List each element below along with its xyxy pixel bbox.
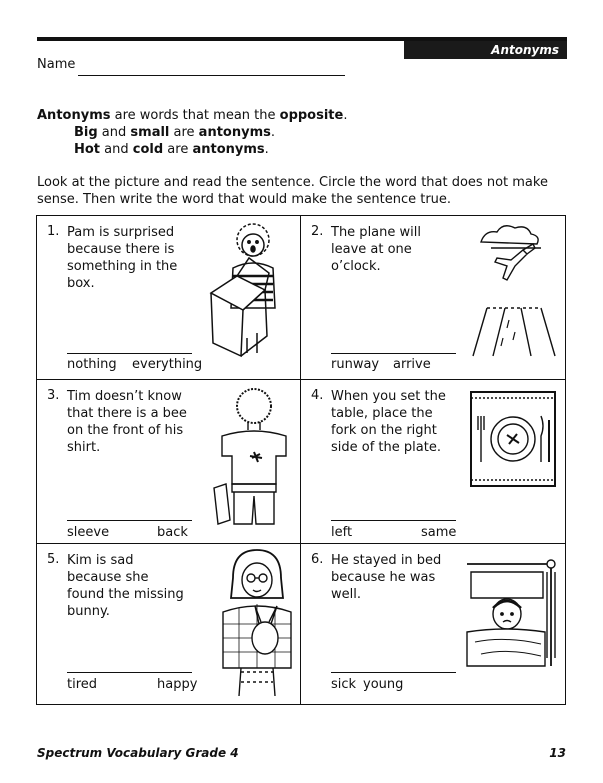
choice-word[interactable]: young — [363, 677, 404, 692]
answer-line[interactable] — [331, 353, 456, 354]
def-text: are words that mean the — [110, 108, 280, 123]
def-text: . — [264, 142, 269, 157]
plane-and-runway-illustration — [471, 220, 561, 370]
def-text: and — [100, 142, 133, 157]
name-field-line[interactable] — [78, 75, 345, 76]
example-word: Hot — [74, 142, 101, 157]
example-word: Big — [74, 125, 98, 140]
instructions: Look at the picture and read the sentence. Circle the word that does not make sense. Then write the word that would make the sentence true. — [37, 175, 548, 207]
exercise-item-1 — [37, 216, 300, 379]
choice-word[interactable]: back — [157, 525, 188, 540]
item-number: 4. — [311, 388, 324, 403]
topic-label: Antonyms — [404, 41, 567, 59]
exercise-grid — [36, 215, 566, 705]
footer-book-title: Spectrum Vocabulary Grade 4 — [37, 746, 239, 760]
header-bar — [37, 37, 567, 59]
item-number: 5. — [47, 552, 60, 567]
item-sentence: The plane will leave at one o’clock. — [331, 225, 421, 274]
item-sentence: When you set the table, place the fork on the right side of the plate. — [331, 389, 446, 455]
def-text: are — [169, 125, 199, 140]
answer-line[interactable] — [331, 672, 456, 673]
page-number: 13 — [549, 746, 566, 760]
choice-word[interactable]: same — [421, 525, 457, 540]
item-sentence: Tim doesn’t know that there is a bee on the front of his shirt. — [67, 389, 187, 455]
definition-line-3 — [37, 141, 347, 158]
choice-word[interactable]: nothing — [67, 357, 117, 372]
def-text: are — [163, 142, 193, 157]
name-label: Name — [37, 57, 76, 72]
answer-line[interactable] — [331, 520, 456, 521]
answer-line[interactable] — [67, 520, 192, 521]
exercise-item-3 — [37, 380, 300, 543]
term-antonyms: antonyms — [198, 125, 271, 140]
exercise-item-2 — [301, 216, 564, 379]
choice-word[interactable]: happy — [157, 677, 198, 692]
definition-line-1 — [37, 107, 347, 124]
item-sentence: He stayed in bed because he was well. — [331, 553, 442, 602]
example-word: cold — [132, 142, 164, 157]
item-number: 1. — [47, 224, 60, 239]
exercise-item-6 — [301, 544, 564, 707]
def-text: and — [97, 125, 131, 140]
place-setting-illustration — [469, 390, 557, 488]
choice-word[interactable]: tired — [67, 677, 98, 692]
item-sentence: Kim is sad because she found the missing bunny. — [67, 553, 184, 619]
item-number: 2. — [311, 224, 324, 239]
choice-word[interactable]: runway — [331, 357, 380, 372]
example-word: small — [130, 125, 170, 140]
choice-word[interactable]: left — [331, 525, 353, 540]
choice-word[interactable]: arrive — [393, 357, 431, 372]
term-antonyms: antonyms — [192, 142, 265, 157]
def-text: . — [270, 125, 275, 140]
boy-sick-in-bed-illustration — [465, 558, 559, 668]
choice-word[interactable]: everything — [132, 357, 203, 372]
choice-word[interactable]: sick — [331, 677, 357, 692]
girl-with-bunny-illustration — [215, 548, 297, 698]
exercise-item-4 — [301, 380, 564, 543]
exercise-item-5 — [37, 544, 300, 707]
choice-word[interactable]: sleeve — [67, 525, 110, 540]
term-antonyms: Antonyms — [37, 108, 111, 123]
girl-with-box-illustration — [207, 218, 299, 358]
boy-back-with-bee-illustration — [212, 384, 294, 534]
def-text: . — [343, 108, 348, 123]
term-opposite: opposite — [279, 108, 344, 123]
definition-line-2 — [37, 124, 347, 141]
answer-line[interactable] — [67, 353, 192, 354]
item-number: 6. — [311, 552, 324, 567]
item-number: 3. — [47, 388, 60, 403]
definition-block — [37, 107, 347, 158]
item-sentence: Pam is surprised because there is something in the box. — [67, 225, 178, 291]
answer-line[interactable] — [67, 672, 192, 673]
